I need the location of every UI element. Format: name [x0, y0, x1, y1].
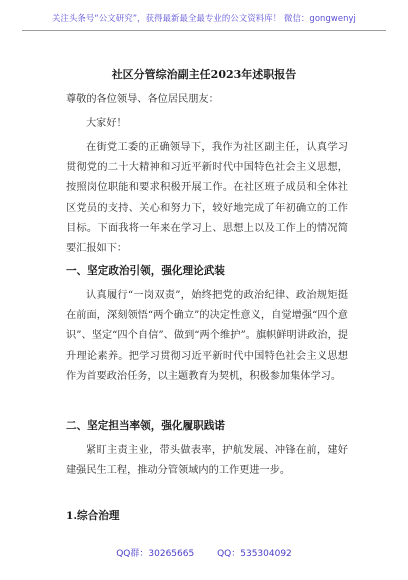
section-1-heading: 一、坚定政治引领，强化理论武装	[66, 265, 225, 277]
section-2-paragraph: 紧盯主责主业，带头做表率，护航发展、冲锋在前，建好建强民生工程，推动分管领域内的工作更进一步。	[66, 445, 348, 477]
footer-qq-group: QQ群：30265665	[116, 549, 195, 559]
section-2-heading: 二、坚定担当率领，强化履职践诺	[66, 420, 225, 432]
salutation: 尊敬的各位领导、各位居民朋友：	[66, 94, 219, 105]
document-title: 社区分管综治副主任2023年述职报告	[111, 68, 297, 81]
footer	[0, 546, 408, 559]
header-banner: 关注头条号“公文研究”，获得最新最全最专业的公文资料库！ 微信：gongwenyj	[52, 13, 356, 23]
footer-qq: QQ：535304092	[217, 549, 292, 559]
header-divider	[22, 30, 386, 31]
subsection-1-heading: 1.综合治理	[66, 510, 120, 522]
greeting: 大家好！	[86, 118, 127, 129]
intro-paragraph: 在街党工委的正确领导下，我作为社区副主任，认真学习贯彻党的二十大精神和习近平新时代中国特色社会主义思想，按照岗位职能和要求积极开展工作。在社区班子成员和全体社区党员的支持、关心和努力下，较好地完成了年初确立的工作目标。下面我将一年来在学习上、思想上以及工作上的情况简要汇报如下：	[66, 142, 348, 255]
section-1-paragraph: 认真履行“一岗双责”，始终把党的政治纪律、政治规矩挺在前面，深刻领悟“两个确立”的决定性意义，自觉增强“四个意识”、坚定“四个自信”、做到“两个维护”。旗帜鲜明讲政治，提升理论素养。把学习贯彻习近平新时代中国特色社会主义思想作为首要政治任务，以主题教育为契机，积极参加集体学习。	[66, 290, 348, 382]
